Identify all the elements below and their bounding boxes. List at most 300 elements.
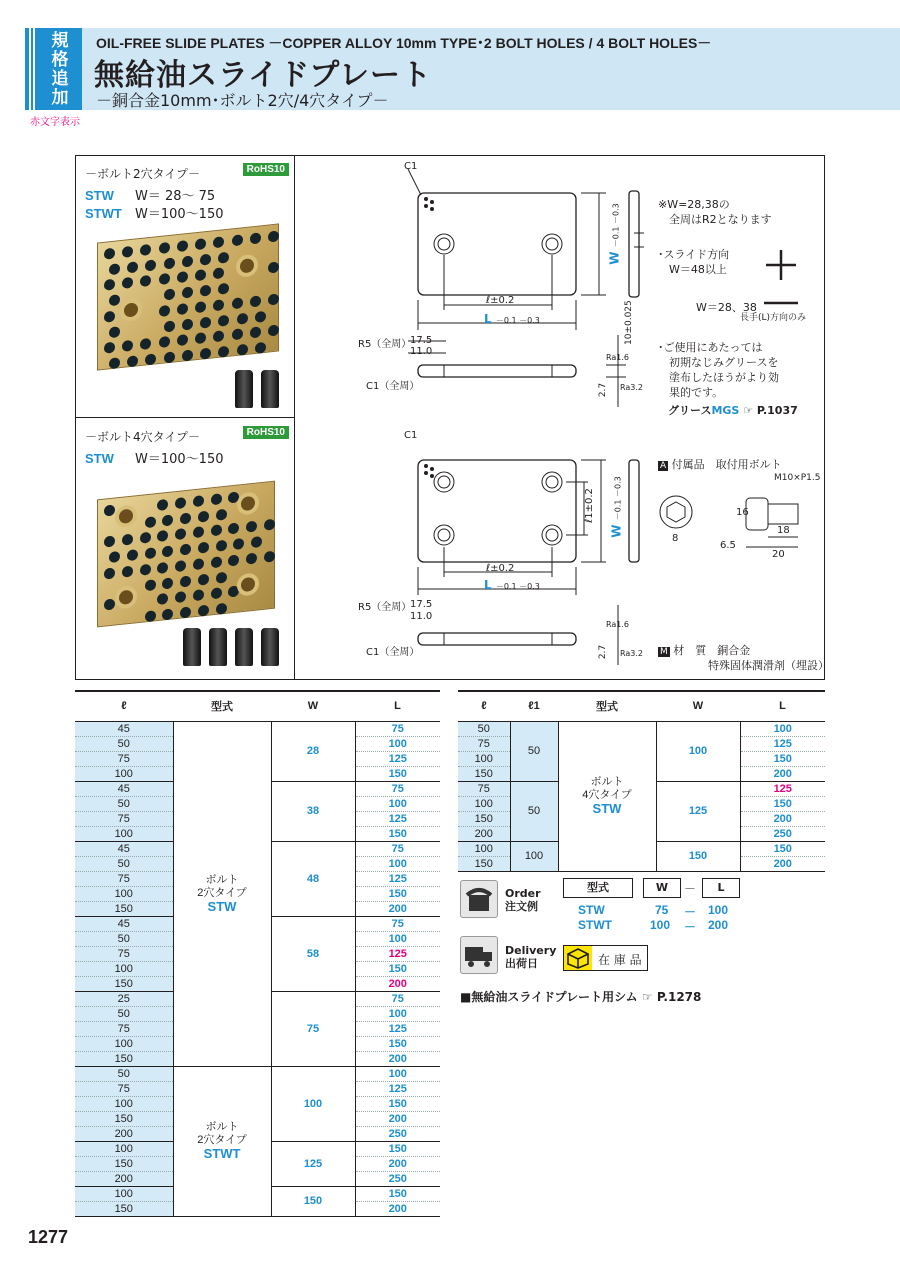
- cell-L: 200: [355, 1156, 440, 1171]
- graphite-plug: [177, 334, 188, 346]
- spec-line: [85, 185, 215, 204]
- accessory-label: [658, 457, 782, 474]
- graphite-plug: [104, 248, 115, 260]
- graphite-plug: [104, 342, 115, 354]
- graphite-plug: [122, 277, 133, 289]
- cell-l: 150: [458, 766, 510, 781]
- cell-l: 100: [75, 826, 173, 841]
- dim-17-5: 17.5: [410, 599, 433, 610]
- table-row: [75, 721, 440, 736]
- cell-L: 75: [355, 841, 440, 856]
- col-header-l: ℓ: [458, 691, 510, 721]
- pitch-l1-dimension: ℓ1±0.2: [583, 488, 595, 523]
- col-header-type: 型式: [558, 691, 656, 721]
- cell-L: 200: [355, 1111, 440, 1126]
- chamfer-label: C1: [404, 430, 418, 441]
- cell-l: 25: [75, 991, 173, 1006]
- cell-l: 150: [75, 1051, 173, 1066]
- cell-w: 28: [271, 721, 355, 781]
- cell-L: 200: [740, 766, 825, 781]
- order-type-1: STW: [578, 903, 605, 917]
- graphite-plug: [216, 571, 227, 583]
- graphite-plug: [213, 299, 224, 311]
- cell-w: 48: [271, 841, 355, 916]
- technical-drawing: [296, 155, 829, 680]
- graphite-plug: [104, 279, 115, 291]
- roughness-1-6: Ra1.6: [606, 620, 630, 629]
- graphite-plug: [177, 303, 188, 315]
- length-tolerance: －0.1 －0.3: [495, 316, 540, 325]
- cell-w: 100: [656, 721, 740, 781]
- cell-l: 50: [75, 1066, 173, 1081]
- cell-type: [173, 721, 271, 1066]
- graphite-plug: [268, 262, 279, 274]
- in-stock-badge: [563, 945, 648, 971]
- cell-w: 150: [656, 841, 740, 871]
- graphite-plug: [193, 589, 204, 601]
- order-w-1: 75: [655, 903, 669, 917]
- cell-l: 45: [75, 781, 173, 796]
- page-subtitle: －銅合金10mm･ボルト2穴/4穴タイプ－: [96, 91, 389, 110]
- graphite-plug: [180, 512, 191, 524]
- cell-L: 150: [355, 1036, 440, 1051]
- cell-L: 150: [740, 841, 825, 856]
- graphite-plug: [255, 310, 266, 322]
- cell-L: 100: [355, 1006, 440, 1021]
- graphite-plug: [109, 551, 120, 563]
- length-dimension: [484, 312, 540, 326]
- graphite-plug: [182, 255, 193, 267]
- cell-L: 250: [740, 826, 825, 841]
- col-header-L: L: [355, 691, 440, 721]
- cell-l: 100: [75, 766, 173, 781]
- graphite-plug: [177, 240, 188, 252]
- graphite-plug: [177, 271, 188, 283]
- graphite-plug: [109, 357, 120, 369]
- cell-w: 150: [271, 1186, 355, 1216]
- graphite-plug: [198, 573, 209, 585]
- table-header-row: [75, 691, 440, 721]
- graphite-plug: [264, 550, 275, 562]
- cell-w: 75: [271, 991, 355, 1066]
- pitch-dimension: ℓ±0.2: [486, 563, 515, 574]
- cell-l: 50: [75, 796, 173, 811]
- stock-label: 在 庫 品: [598, 953, 642, 967]
- cell-L: 150: [355, 766, 440, 781]
- tag-char: 格: [51, 50, 69, 70]
- bolt-image: [235, 628, 253, 666]
- type-label: ボルト 4穴タイプ: [582, 776, 632, 801]
- graphite-plug: [145, 610, 156, 622]
- grease-label: グリース: [668, 404, 712, 417]
- bolt-spec: M10×P1.5: [774, 473, 821, 483]
- graphite-plug: [211, 588, 222, 600]
- graphite-plug: [140, 564, 151, 576]
- cell-l1: 100: [510, 841, 558, 871]
- page-ref-icon: ☞: [743, 404, 754, 417]
- cell-L: 125: [355, 1021, 440, 1036]
- bolt-dim-8: 8: [672, 533, 679, 544]
- graphite-plug: [175, 528, 186, 540]
- cell-l: 100: [458, 841, 510, 856]
- graphite-plug: [175, 591, 186, 603]
- spec-line: [85, 203, 223, 222]
- graphite-plug: [264, 519, 275, 531]
- cell-l: 100: [75, 1141, 173, 1156]
- graphite-plug: [193, 495, 204, 507]
- cell-l: 50: [458, 721, 510, 736]
- graphite-plug: [268, 293, 279, 305]
- cell-l: 50: [75, 736, 173, 751]
- shim-text: ■無給油スライドプレート用シム: [460, 990, 638, 1004]
- width-symbol: W: [607, 251, 622, 265]
- graphite-plug: [145, 516, 156, 528]
- graphite-plug: [198, 542, 209, 554]
- graphite-plug: [127, 549, 138, 561]
- width-tolerance: －0.1 －0.3: [613, 476, 623, 521]
- bolt-dim-20: 20: [772, 549, 785, 560]
- graphite-plug: [200, 285, 211, 297]
- spec-line: [85, 448, 223, 467]
- product-code: STW: [85, 451, 114, 466]
- length-symbol: L: [484, 578, 492, 592]
- spec-table-4-bolt: [458, 690, 825, 872]
- graphite-plug: [255, 342, 266, 354]
- cell-l: 200: [458, 826, 510, 841]
- bolt-hole: [115, 504, 137, 528]
- panel-4-bolt: [75, 418, 295, 680]
- panel-2-bolt: [75, 155, 295, 418]
- roughness-1-6: Ra1.6: [606, 353, 630, 362]
- graphite-plug: [228, 554, 239, 566]
- category-tag: [25, 28, 82, 110]
- bolt-image: [261, 628, 279, 666]
- table-header-row: [458, 691, 825, 721]
- graphite-plug: [159, 305, 170, 317]
- grease-page: P.1037: [756, 404, 798, 417]
- bolt-dim-18: 18: [777, 525, 790, 536]
- type-code: STW: [592, 801, 622, 816]
- cell-L: 75: [355, 721, 440, 736]
- cell-l: 100: [75, 961, 173, 976]
- cell-l: 150: [458, 856, 510, 871]
- width-symbol: W: [609, 524, 624, 538]
- col-header-l1: ℓ1: [510, 691, 558, 721]
- type-label: ボルト 2穴タイプ: [197, 1121, 247, 1146]
- order-head-L: L: [702, 878, 740, 898]
- cell-L: 125: [355, 811, 440, 826]
- cell-w: 38: [271, 781, 355, 841]
- cell-l: 150: [75, 901, 173, 916]
- pitch-dimension: ℓ±0.2: [486, 295, 515, 306]
- stock-box-icon: [564, 946, 592, 970]
- tag-char: 規: [51, 31, 69, 51]
- product-photo-column: [75, 155, 295, 680]
- graphite-plug: [109, 326, 120, 338]
- english-title: OIL-FREE SLIDE PLATES －COPPER ALLOY 10mm TYPE･2 BOLT HOLES / 4 BOLT HOLES－: [96, 35, 712, 51]
- cell-l: 100: [458, 796, 510, 811]
- graphite-plug: [246, 521, 257, 533]
- cell-l1: 50: [510, 781, 558, 841]
- graphite-plug: [213, 236, 224, 248]
- graphite-plug: [164, 257, 175, 269]
- graphite-plug: [104, 599, 115, 611]
- cell-w: 58: [271, 916, 355, 991]
- longitudinal-only: 長手(L)方向のみ: [740, 313, 807, 323]
- order-head-type: 型式: [563, 878, 633, 898]
- delivery-truck-icon: [460, 936, 498, 974]
- material-text: 材 質 銅合金: [673, 644, 751, 657]
- graphite-plug: [250, 232, 261, 244]
- cell-L: 75: [355, 916, 440, 931]
- cell-l: 75: [75, 1021, 173, 1036]
- cell-l: 75: [75, 1081, 173, 1096]
- grease-code: MGS: [711, 404, 740, 417]
- graphite-plug: [232, 329, 243, 341]
- order-dash-2: －: [684, 920, 697, 934]
- graphite-plug: [164, 351, 175, 363]
- cell-L: 100: [740, 721, 825, 736]
- cell-l: 45: [75, 916, 173, 931]
- slide-plate-4-bolt-image: [97, 481, 275, 628]
- spec-table-2-bolt: [75, 690, 440, 1217]
- graphite-plug: [109, 263, 120, 275]
- cell-l: 100: [75, 886, 173, 901]
- red-text-note: 赤文字表示: [30, 117, 80, 128]
- cell-l: 150: [75, 1156, 173, 1171]
- graphite-plug: [162, 608, 173, 620]
- graphite-plug: [180, 606, 191, 618]
- delivery-label-jp: 出荷日: [505, 957, 538, 970]
- chamfer-all-label: C1（全周）: [366, 381, 420, 392]
- graphite-plug: [232, 234, 243, 246]
- order-head-dash: －: [684, 882, 697, 896]
- cell-L: 200: [355, 1051, 440, 1066]
- graphite-plug: [122, 565, 133, 577]
- col-header-l: ℓ: [75, 691, 173, 721]
- graphite-plug: [104, 311, 115, 323]
- dim-2-7: 2.7: [598, 644, 609, 660]
- col-header-L: L: [740, 691, 825, 721]
- graphite-plug: [109, 294, 120, 306]
- bolt-image: [209, 628, 227, 666]
- cell-l: 100: [75, 1186, 173, 1201]
- grease-reference: [668, 403, 798, 418]
- cell-L: 100: [355, 931, 440, 946]
- bolt-dim-16: 16: [736, 507, 749, 518]
- cell-l: 150: [75, 1111, 173, 1126]
- bolt-image: [183, 628, 201, 666]
- graphite-plug: [216, 540, 227, 552]
- graphite-plug: [180, 575, 191, 587]
- cell-l: 75: [75, 946, 173, 961]
- graphite-plug: [159, 336, 170, 348]
- tag-stripes: [29, 28, 35, 110]
- cell-L: 250: [355, 1126, 440, 1141]
- graphite-plug: [195, 301, 206, 313]
- order-type-2: STWT: [578, 918, 612, 932]
- chamfer-all-label: C1（全周）: [366, 647, 420, 658]
- graphite-plug: [216, 508, 227, 520]
- cell-L: 100: [355, 736, 440, 751]
- graphite-plug: [127, 261, 138, 273]
- cell-l: 150: [75, 1201, 173, 1216]
- graphite-plug: [268, 325, 279, 337]
- graphite-plug: [182, 349, 193, 361]
- cell-l: 50: [75, 856, 173, 871]
- type-label: ボルト 2穴タイプ: [197, 873, 247, 899]
- cell-L: 150: [355, 826, 440, 841]
- graphite-plug: [180, 544, 191, 556]
- dim-11-0: 11.0: [410, 611, 433, 622]
- graphite-plug: [122, 340, 133, 352]
- cell-L: 125: [355, 751, 440, 766]
- graphite-plug: [237, 312, 248, 324]
- graphite-plug: [193, 527, 204, 539]
- accessory-text: 付属品 取付用ボルト: [671, 458, 782, 471]
- cell-l: 200: [75, 1171, 173, 1186]
- panel-2-bolt-label: －ボルト2穴タイプ－: [85, 167, 201, 181]
- cell-l: 45: [75, 721, 173, 736]
- cell-l: 200: [75, 1126, 173, 1141]
- delivery-label-en: Delivery: [505, 944, 557, 957]
- graphite-plug: [211, 525, 222, 537]
- cell-L: 125: [740, 736, 825, 751]
- graphite-plug: [162, 577, 173, 589]
- order-label-en: Order: [505, 887, 541, 900]
- graphite-plug: [127, 355, 138, 367]
- cell-l: 100: [458, 751, 510, 766]
- cell-L: 100: [355, 1066, 440, 1081]
- cell-w: 125: [656, 781, 740, 841]
- bolt-hole: [237, 492, 259, 516]
- graphite-plug: [164, 320, 175, 332]
- cell-L: 200: [355, 1201, 440, 1216]
- graphite-plug: [268, 230, 279, 242]
- cell-L: 250: [355, 1171, 440, 1186]
- graphite-plug: [159, 242, 170, 254]
- cell-L: 150: [355, 1096, 440, 1111]
- bolt-image: [261, 370, 279, 408]
- dim-17-5: 17.5: [410, 335, 433, 346]
- graphite-plug: [211, 556, 222, 568]
- length-symbol: L: [484, 312, 492, 326]
- cell-type: [173, 1066, 271, 1216]
- radius-label: R5（全周）: [358, 339, 412, 350]
- graphite-plug: [213, 330, 224, 342]
- accessory-badge: A: [660, 461, 667, 471]
- chamfer-label: C1: [404, 161, 418, 172]
- graphite-plug: [250, 295, 261, 307]
- graphite-plug: [182, 318, 193, 330]
- graphite-plug: [237, 344, 248, 356]
- radius-label: R5（全周）: [358, 602, 412, 613]
- graphite-plug: [157, 562, 168, 574]
- cell-L: 125: [355, 946, 440, 961]
- rohs-badge: RoHS10: [243, 163, 289, 176]
- page-title: 無給油スライドプレート: [94, 58, 432, 93]
- graphite-plug: [140, 338, 151, 350]
- cell-L: 200: [740, 811, 825, 826]
- table-row: [458, 721, 825, 736]
- graphite-plug: [140, 532, 151, 544]
- width-dimension: [608, 203, 622, 264]
- col-header-w: W: [656, 691, 740, 721]
- graphite-plug: [193, 558, 204, 570]
- graphite-plug: [216, 603, 227, 615]
- length-dimension: [484, 578, 540, 592]
- graphite-plug: [246, 552, 257, 564]
- graphite-plug: [218, 314, 229, 326]
- cell-L: 200: [355, 976, 440, 991]
- spec-range: W＝100～150: [135, 452, 224, 467]
- page-ref-icon: ☞: [641, 990, 653, 1004]
- graphite-plug: [200, 253, 211, 265]
- cell-l: 150: [458, 811, 510, 826]
- cell-L: 100: [355, 796, 440, 811]
- graphite-plug: [211, 493, 222, 505]
- spec-range: W＝100～150: [135, 207, 224, 222]
- cell-l: 75: [458, 781, 510, 796]
- graphite-plug: [157, 530, 168, 542]
- graphite-plug: [232, 297, 243, 309]
- order-L-2: 200: [708, 918, 729, 932]
- tag-char: 加: [51, 88, 69, 108]
- order-head-w: W: [643, 878, 681, 898]
- cell-L: 150: [355, 1141, 440, 1156]
- graphite-plug: [228, 523, 239, 535]
- roughness-3-2: Ra3.2: [620, 383, 644, 392]
- table-row: [75, 1066, 440, 1081]
- order-L-1: 100: [708, 903, 729, 917]
- cell-l: 75: [75, 751, 173, 766]
- bolt-dim-6-5: 6.5: [720, 540, 736, 551]
- order-phone-icon: [460, 880, 498, 918]
- graphite-plug: [250, 327, 261, 339]
- type-code: STWT: [203, 1146, 241, 1161]
- cell-l: 150: [75, 976, 173, 991]
- shim-reference[interactable]: [460, 988, 701, 1005]
- graphite-plug: [145, 547, 156, 559]
- order-w-2: 100: [650, 918, 671, 932]
- dim-2-7: 2.7: [598, 382, 609, 398]
- cell-L: 200: [355, 901, 440, 916]
- cell-l: 75: [75, 811, 173, 826]
- shim-page: P.1278: [656, 990, 702, 1004]
- graphite-plug: [157, 593, 168, 605]
- slide-plate-2-bolt-image: [97, 223, 279, 370]
- page-number: 1277: [28, 1227, 69, 1247]
- type-code: STW: [207, 898, 237, 914]
- graphite-plug: [195, 238, 206, 250]
- graphite-plug: [145, 353, 156, 365]
- graphite-plug: [162, 514, 173, 526]
- col-header-type: 型式: [173, 691, 271, 721]
- cell-l1: 50: [510, 721, 558, 781]
- slide-direction-note-2: W＝28、38: [696, 301, 757, 314]
- cell-l: 100: [75, 1036, 173, 1051]
- table-body: [458, 721, 825, 871]
- cell-l: 45: [75, 841, 173, 856]
- cell-L: 150: [740, 796, 825, 811]
- cell-l: 50: [75, 931, 173, 946]
- product-code: STW: [85, 188, 114, 203]
- order-dash-1: －: [684, 905, 697, 919]
- graphite-plug: [159, 273, 170, 285]
- graphite-plug: [140, 244, 151, 256]
- cell-L: 125: [355, 871, 440, 886]
- width-dimension: [610, 476, 624, 537]
